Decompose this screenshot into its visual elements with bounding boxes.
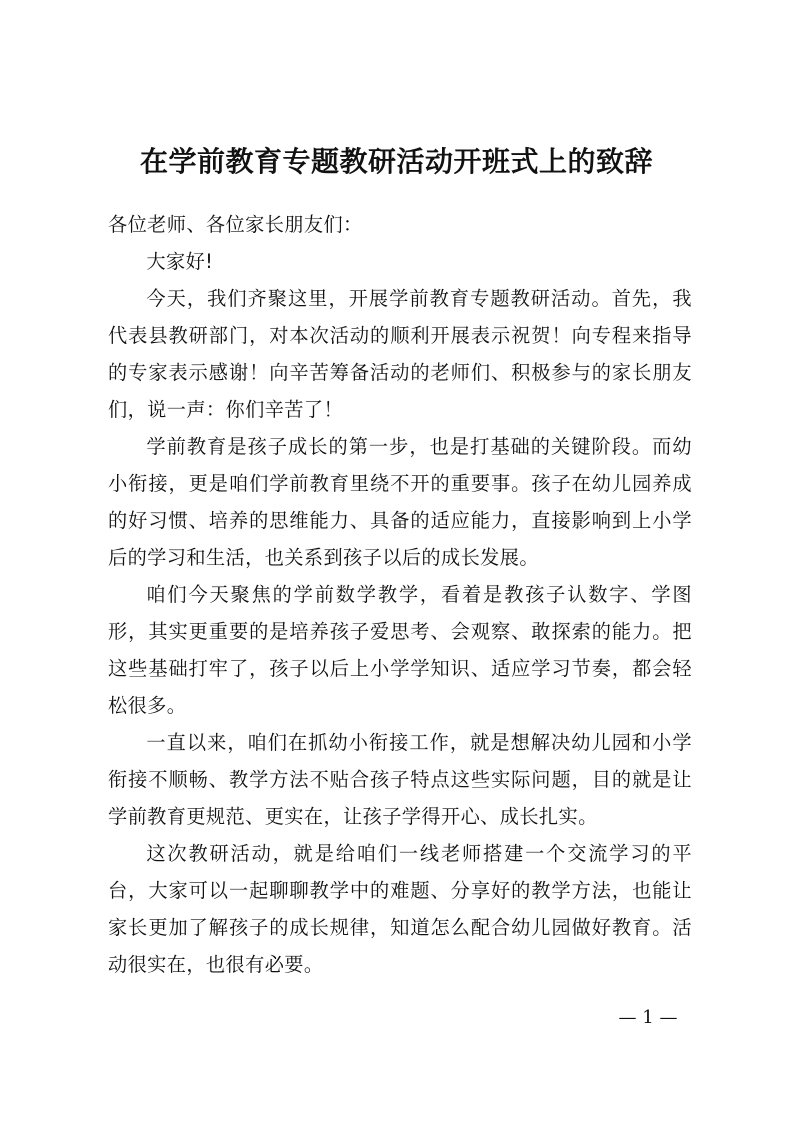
paragraph-opening: 今天，我们齐聚这里，开展学前教育专题教研活动。首先，我代表县教研部门，对本次活动的顺利开展表示祝贺！向专程来指导的专家表示感谢！向辛苦筹备活动的老师们、积极参与的家长朋友们，说一声：你们辛苦了！ xyxy=(108,287,692,421)
document-title: 在学前教育专题教研活动开班式上的致辞 xyxy=(139,145,653,178)
paragraph-greeting: 大家好! xyxy=(146,250,214,273)
page-number: — 1 — xyxy=(618,1007,678,1028)
salutation: 各位老师、各位家长朋友们： xyxy=(108,213,363,236)
document-body xyxy=(108,206,692,983)
paragraph-transition-work: 一直以来，咱们在抓幼小衔接工作，就是想解决幼儿园和小学衔接不顺畅、教学方法不贴合孩子特点这些实际问题，目的就是让学前教育更规范、更实在，让孩子学得开心、成长扎实。 xyxy=(108,731,692,828)
paragraph-activity-purpose: 这次教研活动，就是给咱们一线老师搭建一个交流学习的平台，大家可以一起聊聊教学中的难题、分享好的教学方法，也能让家长更加了解孩子的成长规律，知道怎么配合幼儿园做好教育。活动很实在，也很有必要。 xyxy=(108,842,692,976)
paragraph-math-teaching: 咱们今天聚焦的学前数学教学，看着是教孩子认数字、学图形，其实更重要的是培养孩子爱思考、会观察、敢探索的能力。把这些基础打牢了，孩子以后上小学学知识、适应学习节奏，都会轻松很多。 xyxy=(108,583,692,717)
paragraph-preschool-importance: 学前教育是孩子成长的第一步，也是打基础的关键阶段。而幼小衔接，更是咱们学前教育里绕不开的重要事。孩子在幼儿园养成的好习惯、培养的思维能力、具备的适应能力，直接影响到上小学后的学习和生活，也关系到孩子以后的成长发展。 xyxy=(108,435,692,569)
